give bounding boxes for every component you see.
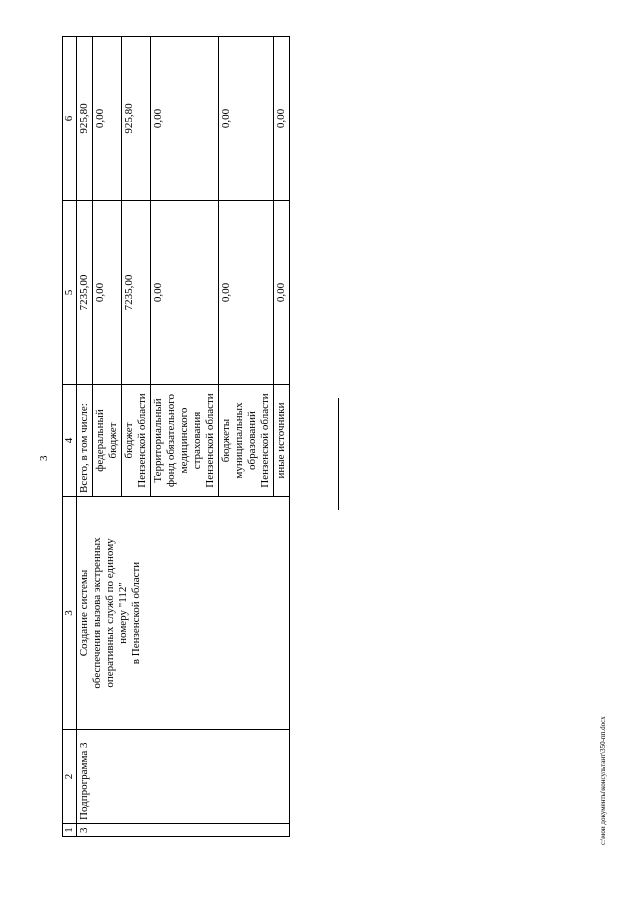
source-name-line: фонд обязательного — [165, 394, 177, 488]
source-name — [122, 385, 151, 497]
source-name-line: муниципальных — [233, 402, 245, 479]
source-value-5: 0,00 — [219, 201, 274, 385]
source-value-5: 0,00 — [93, 201, 122, 385]
header-cell-4: 4 — [63, 385, 77, 497]
source-value-6: 0,00 — [219, 37, 274, 201]
header-row — [63, 37, 77, 837]
source-value-5: 7235,00 — [122, 201, 151, 385]
source-name — [219, 385, 274, 497]
row-number: 3 — [77, 824, 290, 837]
source-name — [274, 385, 290, 497]
subprogram-title — [77, 497, 290, 730]
header-cell-3: 3 — [63, 497, 77, 730]
header-cell-6: 6 — [63, 37, 77, 201]
source-name-line: бюджет — [107, 422, 119, 459]
title-line: в Пензенской области — [130, 561, 142, 665]
page-number: 3 — [38, 455, 50, 461]
source-name-line: медицинского — [178, 407, 190, 474]
title-line: обеспечения вызова экстренных — [91, 537, 103, 689]
source-name-line: страхования — [191, 411, 203, 470]
source-name-line: Пензенской области — [259, 393, 271, 488]
source-name-line: Территориальный — [152, 398, 164, 483]
source-value-6: 0,00 — [274, 37, 290, 201]
source-name-line: бюджет — [123, 422, 135, 459]
source-name — [151, 385, 219, 497]
source-value-6: 0,00 — [151, 37, 219, 201]
source-value-5: 0,00 — [274, 201, 290, 385]
header-cell-1: 1 — [63, 824, 77, 837]
separator-line — [338, 398, 339, 510]
source-name — [93, 385, 122, 497]
source-value-6: 925,80 — [77, 37, 93, 201]
source-name-line: бюджеты — [220, 418, 232, 463]
source-name — [77, 385, 93, 497]
subprogram-name: Подпрограмма 3 — [77, 730, 290, 824]
source-value-6: 0,00 — [93, 37, 122, 201]
source-value-5: 7235,00 — [77, 201, 93, 385]
program-funding-table — [62, 36, 290, 837]
title-line: Создание системы — [78, 569, 90, 657]
source-name-line: иные источники — [275, 402, 287, 479]
title-line: оперативных служб по единому — [104, 538, 116, 688]
source-name-line: Пензенской области — [204, 393, 216, 488]
file-path-footer: c:\мои документы\консультант\350-пп.docx — [599, 716, 607, 845]
source-value-5: 0,00 — [151, 201, 219, 385]
source-value-6: 925,80 — [122, 37, 151, 201]
source-name-line: Всего, в том числе: — [78, 403, 90, 493]
header-cell-5: 5 — [63, 201, 77, 385]
source-name-line: образований — [246, 411, 258, 470]
header-cell-2: 2 — [63, 730, 77, 824]
source-name-line: Пензенской области — [136, 393, 148, 488]
table-row — [77, 37, 93, 837]
source-name-line: федеральный — [94, 409, 106, 472]
title-line: номеру "112" — [117, 582, 129, 644]
